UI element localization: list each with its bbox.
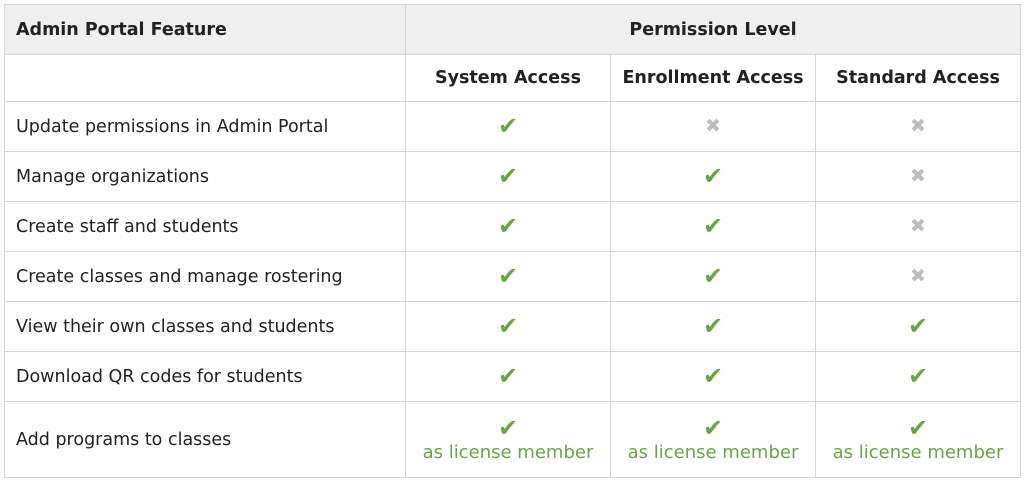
table-row [5,302,1021,352]
check-mark-icon: ✔ [497,362,519,390]
cross-mark-icon: ✖ [910,114,926,137]
feature-cell: Add programs to classes [5,402,406,478]
check-mark-icon: ✔ [497,262,519,290]
enrollment-access-cell [611,102,816,152]
standard-access-cell [816,102,1021,152]
enrollment-access-cell [611,152,816,202]
license-member-note: as license member [422,441,594,463]
check-mark-icon: ✔ [702,262,724,290]
cross-mark-icon: ✖ [705,114,721,137]
permissions-table [4,4,1021,478]
check-mark-icon: ✔ [702,312,724,340]
feature-cell: Update permissions in Admin Portal [5,102,406,152]
table-row [5,252,1021,302]
subheader-row [5,55,1021,102]
table-row [5,352,1021,402]
standard-access-cell [816,202,1021,252]
enrollment-access-header: Enrollment Access [611,55,816,102]
header-row [5,5,1021,55]
enrollment-access-cell [611,302,816,352]
empty-header-cell [5,55,406,102]
standard-access-header: Standard Access [816,55,1021,102]
system-access-cell [406,352,611,402]
check-mark-icon: ✔ [907,362,929,390]
system-access-cell [406,252,611,302]
feature-cell: Download QR codes for students [5,352,406,402]
check-mark-icon: ✔ [702,413,724,442]
cross-mark-icon: ✖ [910,214,926,237]
check-mark-icon: ✔ [907,413,929,442]
system-access-cell [406,302,611,352]
standard-access-cell [816,352,1021,402]
system-access-header: System Access [406,55,611,102]
enrollment-access-cell [611,202,816,252]
check-mark-icon: ✔ [702,212,724,240]
check-mark-icon: ✔ [497,212,519,240]
enrollment-access-cell [611,402,816,478]
system-access-cell [406,152,611,202]
system-access-cell [406,202,611,252]
table-row [5,202,1021,252]
check-mark-icon: ✔ [907,312,929,340]
enrollment-access-cell [611,252,816,302]
enrollment-access-cell [611,352,816,402]
check-mark-icon: ✔ [702,162,724,190]
check-mark-icon: ✔ [497,112,519,140]
cross-mark-icon: ✖ [910,164,926,187]
standard-access-cell [816,152,1021,202]
license-member-note: as license member [832,441,1004,463]
table-row [5,102,1021,152]
feature-cell: Manage organizations [5,152,406,202]
feature-cell: View their own classes and students [5,302,406,352]
permission-level-header: Permission Level [406,5,1021,55]
check-mark-icon: ✔ [702,362,724,390]
check-mark-icon: ✔ [497,162,519,190]
system-access-cell [406,102,611,152]
standard-access-cell [816,252,1021,302]
standard-access-cell [816,402,1021,478]
check-mark-icon: ✔ [497,413,519,442]
check-mark-icon: ✔ [497,312,519,340]
feature-column-header: Admin Portal Feature [5,5,406,55]
table-row [5,402,1021,478]
feature-cell: Create staff and students [5,202,406,252]
cross-mark-icon: ✖ [910,264,926,287]
system-access-cell [406,402,611,478]
license-member-note: as license member [627,441,799,463]
feature-cell: Create classes and manage rostering [5,252,406,302]
table-row [5,152,1021,202]
standard-access-cell [816,302,1021,352]
